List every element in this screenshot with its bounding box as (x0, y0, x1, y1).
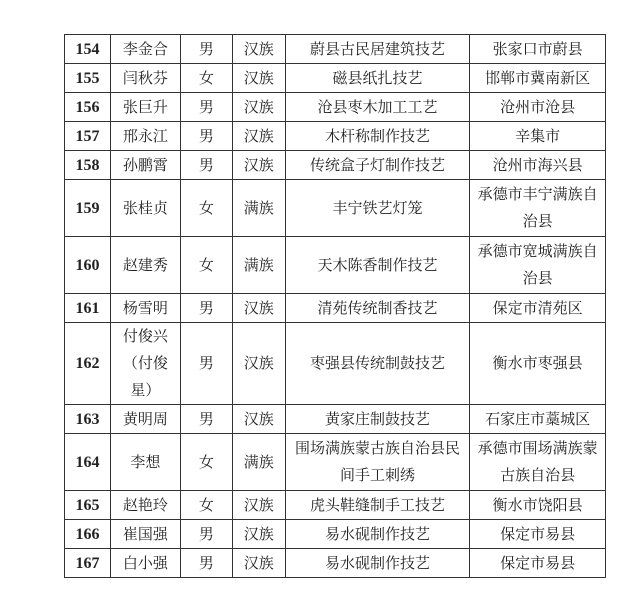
name-cell: 付俊兴（付俊星） (110, 323, 180, 405)
gender-cell: 男 (180, 151, 232, 180)
name-cell: 张巨升 (110, 93, 180, 122)
region-cell: 承德市丰宁满族自治县 (470, 180, 606, 237)
gender-cell: 男 (180, 549, 232, 578)
project-cell: 易水砚制作技艺 (285, 549, 470, 578)
project-cell: 沧县枣木加工工艺 (285, 93, 470, 122)
row-number: 160 (65, 237, 111, 294)
ethnicity-cell: 汉族 (232, 64, 285, 93)
inheritor-table (64, 34, 606, 578)
name-cell: 李想 (110, 434, 180, 491)
table-row (65, 151, 606, 180)
region-cell: 衡水市枣强县 (470, 323, 606, 405)
row-number: 156 (65, 93, 111, 122)
gender-cell: 女 (180, 180, 232, 237)
project-cell: 易水砚制作技艺 (285, 520, 470, 549)
table-row (65, 405, 606, 434)
project-cell: 黄家庄制鼓技艺 (285, 405, 470, 434)
project-cell: 木杆称制作技艺 (285, 122, 470, 151)
project-cell: 虎头鞋缝制手工技艺 (285, 491, 470, 520)
name-cell: 黄明周 (110, 405, 180, 434)
project-cell: 丰宁铁艺灯笼 (285, 180, 470, 237)
region-cell: 衡水市饶阳县 (470, 491, 606, 520)
ethnicity-cell: 满族 (232, 434, 285, 491)
table-row (65, 93, 606, 122)
name-cell: 赵建秀 (110, 237, 180, 294)
region-cell: 辛集市 (470, 122, 606, 151)
project-cell: 传统盒子灯制作技艺 (285, 151, 470, 180)
region-cell: 沧州市海兴县 (470, 151, 606, 180)
ethnicity-cell: 满族 (232, 180, 285, 237)
gender-cell: 男 (180, 405, 232, 434)
ethnicity-cell: 汉族 (232, 323, 285, 405)
ethnicity-cell: 汉族 (232, 122, 285, 151)
row-number: 162 (65, 323, 111, 405)
ethnicity-cell: 满族 (232, 237, 285, 294)
gender-cell: 男 (180, 122, 232, 151)
name-cell: 闫秋芬 (110, 64, 180, 93)
gender-cell: 女 (180, 64, 232, 93)
name-cell: 杨雪明 (110, 294, 180, 323)
row-number: 154 (65, 35, 111, 64)
region-cell: 保定市清苑区 (470, 294, 606, 323)
project-cell: 磁县纸扎技艺 (285, 64, 470, 93)
gender-cell: 女 (180, 434, 232, 491)
region-cell: 承德市围场满族蒙古族自治县 (470, 434, 606, 491)
ethnicity-cell: 汉族 (232, 491, 285, 520)
row-number: 164 (65, 434, 111, 491)
gender-cell: 男 (180, 520, 232, 549)
ethnicity-cell: 汉族 (232, 93, 285, 122)
project-cell: 天木陈香制作技艺 (285, 237, 470, 294)
table-row (65, 323, 606, 405)
name-cell: 白小强 (110, 549, 180, 578)
row-number: 167 (65, 549, 111, 578)
ethnicity-cell: 汉族 (232, 151, 285, 180)
table-row (65, 434, 606, 491)
row-number: 165 (65, 491, 111, 520)
project-cell: 清苑传统制香技艺 (285, 294, 470, 323)
ethnicity-cell: 汉族 (232, 549, 285, 578)
region-cell: 邯郸市冀南新区 (470, 64, 606, 93)
row-number: 161 (65, 294, 111, 323)
row-number: 155 (65, 64, 111, 93)
name-cell: 邢永江 (110, 122, 180, 151)
table-row (65, 237, 606, 294)
row-number: 166 (65, 520, 111, 549)
gender-cell: 男 (180, 294, 232, 323)
table-row (65, 122, 606, 151)
region-cell: 张家口市蔚县 (470, 35, 606, 64)
project-cell: 围场满族蒙古族自治县民间手工刺绣 (285, 434, 470, 491)
region-cell: 保定市易县 (470, 520, 606, 549)
region-cell: 沧州市沧县 (470, 93, 606, 122)
project-cell: 蔚县古民居建筑技艺 (285, 35, 470, 64)
name-cell: 崔国强 (110, 520, 180, 549)
gender-cell: 男 (180, 35, 232, 64)
gender-cell: 男 (180, 93, 232, 122)
row-number: 163 (65, 405, 111, 434)
row-number: 159 (65, 180, 111, 237)
ethnicity-cell: 汉族 (232, 35, 285, 64)
table-row (65, 491, 606, 520)
region-cell: 承德市宽城满族自治县 (470, 237, 606, 294)
ethnicity-cell: 汉族 (232, 294, 285, 323)
project-cell: 枣强县传统制鼓技艺 (285, 323, 470, 405)
table-row (65, 35, 606, 64)
ethnicity-cell: 汉族 (232, 405, 285, 434)
region-cell: 石家庄市藁城区 (470, 405, 606, 434)
row-number: 158 (65, 151, 111, 180)
name-cell: 张桂贞 (110, 180, 180, 237)
table-row (65, 180, 606, 237)
ethnicity-cell: 汉族 (232, 520, 285, 549)
name-cell: 李金合 (110, 35, 180, 64)
region-cell: 保定市易县 (470, 549, 606, 578)
table-row (65, 64, 606, 93)
table-row (65, 549, 606, 578)
gender-cell: 女 (180, 491, 232, 520)
table-row (65, 520, 606, 549)
gender-cell: 男 (180, 323, 232, 405)
name-cell: 赵艳玲 (110, 491, 180, 520)
name-cell: 孙鹏霄 (110, 151, 180, 180)
table-row (65, 294, 606, 323)
row-number: 157 (65, 122, 111, 151)
gender-cell: 女 (180, 237, 232, 294)
